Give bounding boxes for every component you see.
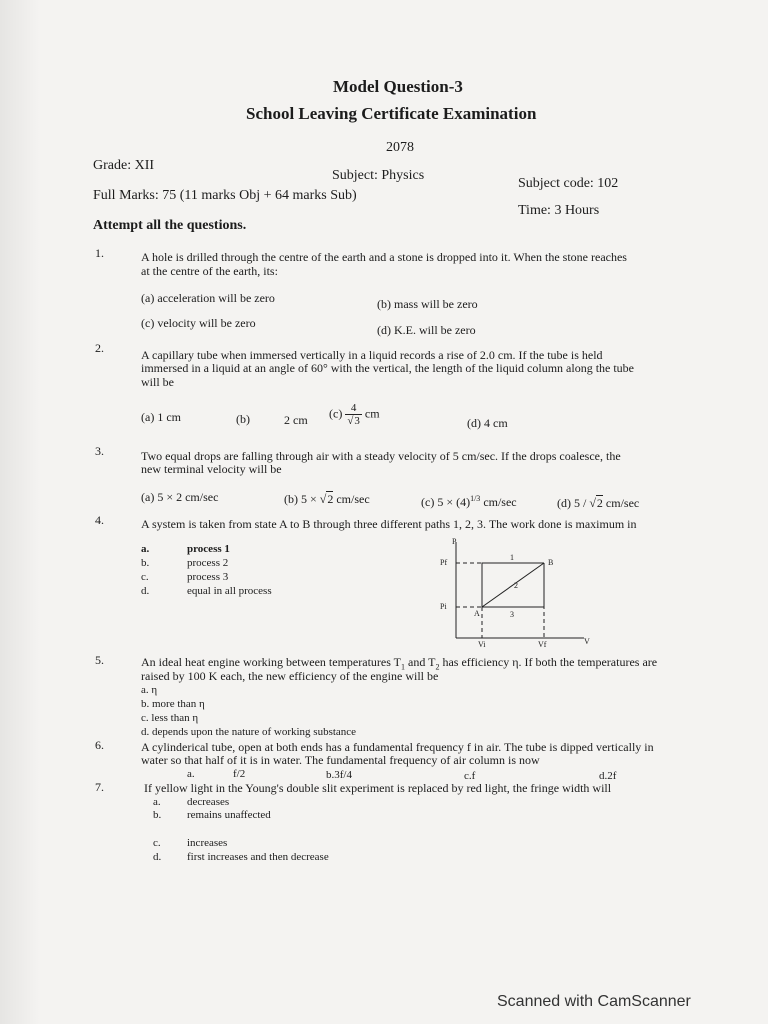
radicand: 2: [596, 496, 603, 510]
question-number: 2.: [95, 341, 104, 355]
pf-label: Pf: [440, 558, 448, 567]
page-title: Model Question-3: [333, 77, 463, 96]
radicand: 2: [327, 492, 334, 506]
option-b: (b) 5 × √2 cm/sec: [284, 492, 370, 506]
option: b.3f/4: [326, 769, 352, 781]
exam-year: 2078: [386, 140, 414, 155]
path-2-line: [482, 563, 544, 607]
subject-code: Subject code: 102: [518, 176, 619, 191]
option: d.2f: [599, 770, 617, 782]
exam-name: School Leaving Certificate Examination: [246, 104, 537, 123]
option: (a) acceleration will be zero: [141, 291, 275, 305]
option-text: (d) 5 /: [557, 496, 587, 510]
question-text: A capillary tube when immersed vertically in a liquid records a rise of 2.0 cm. If the tube is held: [141, 348, 603, 362]
option-unit: cm/sec: [336, 492, 370, 506]
option: d. depends upon the nature of working substance: [141, 726, 357, 738]
question-text-part: has efficiency η. If both the temperatures are: [439, 655, 658, 669]
option: remains unaffected: [187, 809, 271, 821]
option-unit: cm/sec: [605, 496, 640, 510]
option: decreases: [187, 796, 230, 808]
question-text-part: and T: [405, 655, 436, 669]
option-unit: cm: [364, 406, 380, 421]
full-marks: Full Marks: 75 (11 marks Obj + 64 marks Sub): [93, 188, 357, 203]
option: first increases and then decrease: [187, 851, 329, 863]
v-axis-label: V: [584, 637, 590, 646]
page-edge-shadow: [0, 0, 40, 1024]
fraction: [345, 402, 362, 427]
option: f/2: [233, 768, 246, 780]
option: (b) mass will be zero: [377, 297, 478, 311]
question-text: will be: [141, 375, 174, 389]
question-text: water so that half of it is in water. The fundamental frequency of air column is now: [141, 753, 540, 767]
option-d: (d) 5 / √2 cm/sec: [557, 496, 640, 510]
option: c. less than η: [141, 712, 199, 724]
option-letter: c.: [141, 571, 149, 583]
option: c.f: [464, 770, 476, 782]
fraction-denominator: √3: [347, 415, 360, 427]
question-number: 4.: [95, 513, 104, 527]
subscript: 2: [435, 662, 440, 672]
option-text: (b) 5 ×: [284, 492, 317, 506]
time-allowed: Time: 3 Hours: [518, 203, 600, 218]
option: (a) 5 × 2 cm/sec: [141, 490, 219, 504]
question-text-part: An ideal heat engine working between temperatures T: [141, 655, 402, 669]
grade: Grade: XII: [93, 158, 155, 173]
option-letter: d.: [153, 851, 162, 863]
option: increases: [187, 837, 228, 849]
question-number: 5.: [95, 653, 104, 667]
option: b. more than η: [141, 698, 205, 710]
question-text: A hole is drilled through the centre of the earth and a stone is dropped into it. When the stone reaches: [141, 250, 627, 264]
question-number: 3.: [95, 444, 104, 458]
question-text: raised by 100 K each, the new efficiency of the engine will be: [141, 669, 439, 683]
question-number: 7.: [95, 780, 104, 794]
option-label: (c): [329, 406, 343, 421]
option-c-fraction: [329, 402, 380, 427]
option-letter: c.: [153, 837, 161, 849]
option: process 3: [187, 571, 229, 583]
question-number: 1.: [95, 246, 104, 260]
option-unit: cm/sec: [483, 495, 517, 509]
path-3-label: 3: [510, 610, 514, 619]
question-text: new terminal velocity will be: [141, 462, 282, 476]
option: equal in all process: [187, 585, 272, 597]
question-text: immersed in a liquid at an angle of 60° with the vertical, the length of the liquid column along the tube: [141, 361, 635, 375]
option: process 1: [187, 543, 230, 555]
question-text: A cylinderical tube, open at both ends has a fundamental frequency f in air. The tube is dipped vertically in: [141, 740, 654, 754]
option: (d) K.E. will be zero: [377, 323, 476, 337]
option-letter: b.: [141, 557, 150, 569]
vf-label: Vf: [538, 640, 547, 649]
option-text: (c) 5 × (4): [421, 495, 471, 509]
vi-label: Vi: [478, 640, 486, 649]
option-letter: a.: [153, 796, 161, 808]
option-letter: a.: [141, 543, 150, 555]
option-letter: b.: [153, 809, 162, 821]
question-text: Two equal drops are falling through air with a steady velocity of 5 cm/sec. If the drops coalesce, the: [141, 449, 621, 463]
question-number: 6.: [95, 738, 104, 752]
fraction-numerator: 4: [345, 402, 362, 415]
option: (d) 4 cm: [467, 416, 508, 430]
option: a. η: [141, 684, 158, 696]
subject: Subject: Physics: [332, 168, 425, 183]
point-a-label: A: [474, 609, 480, 618]
option-letter: a.: [187, 768, 195, 780]
p-axis-label: P: [452, 537, 457, 546]
instruction: Attempt all the questions.: [93, 218, 247, 233]
radicand: 3: [354, 415, 360, 427]
option: (a) 1 cm: [141, 410, 181, 424]
option: 2 cm: [284, 413, 308, 427]
option-letter: d.: [141, 585, 150, 597]
question-text: at the centre of the earth, its:: [141, 264, 278, 278]
path-2-label: 2: [514, 581, 518, 590]
subscript: 1: [401, 662, 406, 672]
option-c: [421, 494, 517, 510]
point-b-label: B: [548, 558, 554, 567]
question-text: If yellow light in the Young's double slit experiment is replaced by red light, the fringe width will: [144, 781, 612, 795]
option: (b): [236, 412, 250, 426]
question-text: A system is taken from state A to B through three different paths 1, 2, 3. The work done is maximum in: [141, 517, 637, 531]
option: process 2: [187, 557, 229, 569]
pv-diagram: [434, 534, 594, 650]
option: (c) velocity will be zero: [141, 316, 256, 330]
path-1-label: 1: [510, 553, 514, 562]
pi-label: Pi: [440, 602, 447, 611]
exponent: 1/3: [470, 494, 481, 503]
camscanner-watermark: Scanned with CamScanner: [497, 993, 691, 1010]
